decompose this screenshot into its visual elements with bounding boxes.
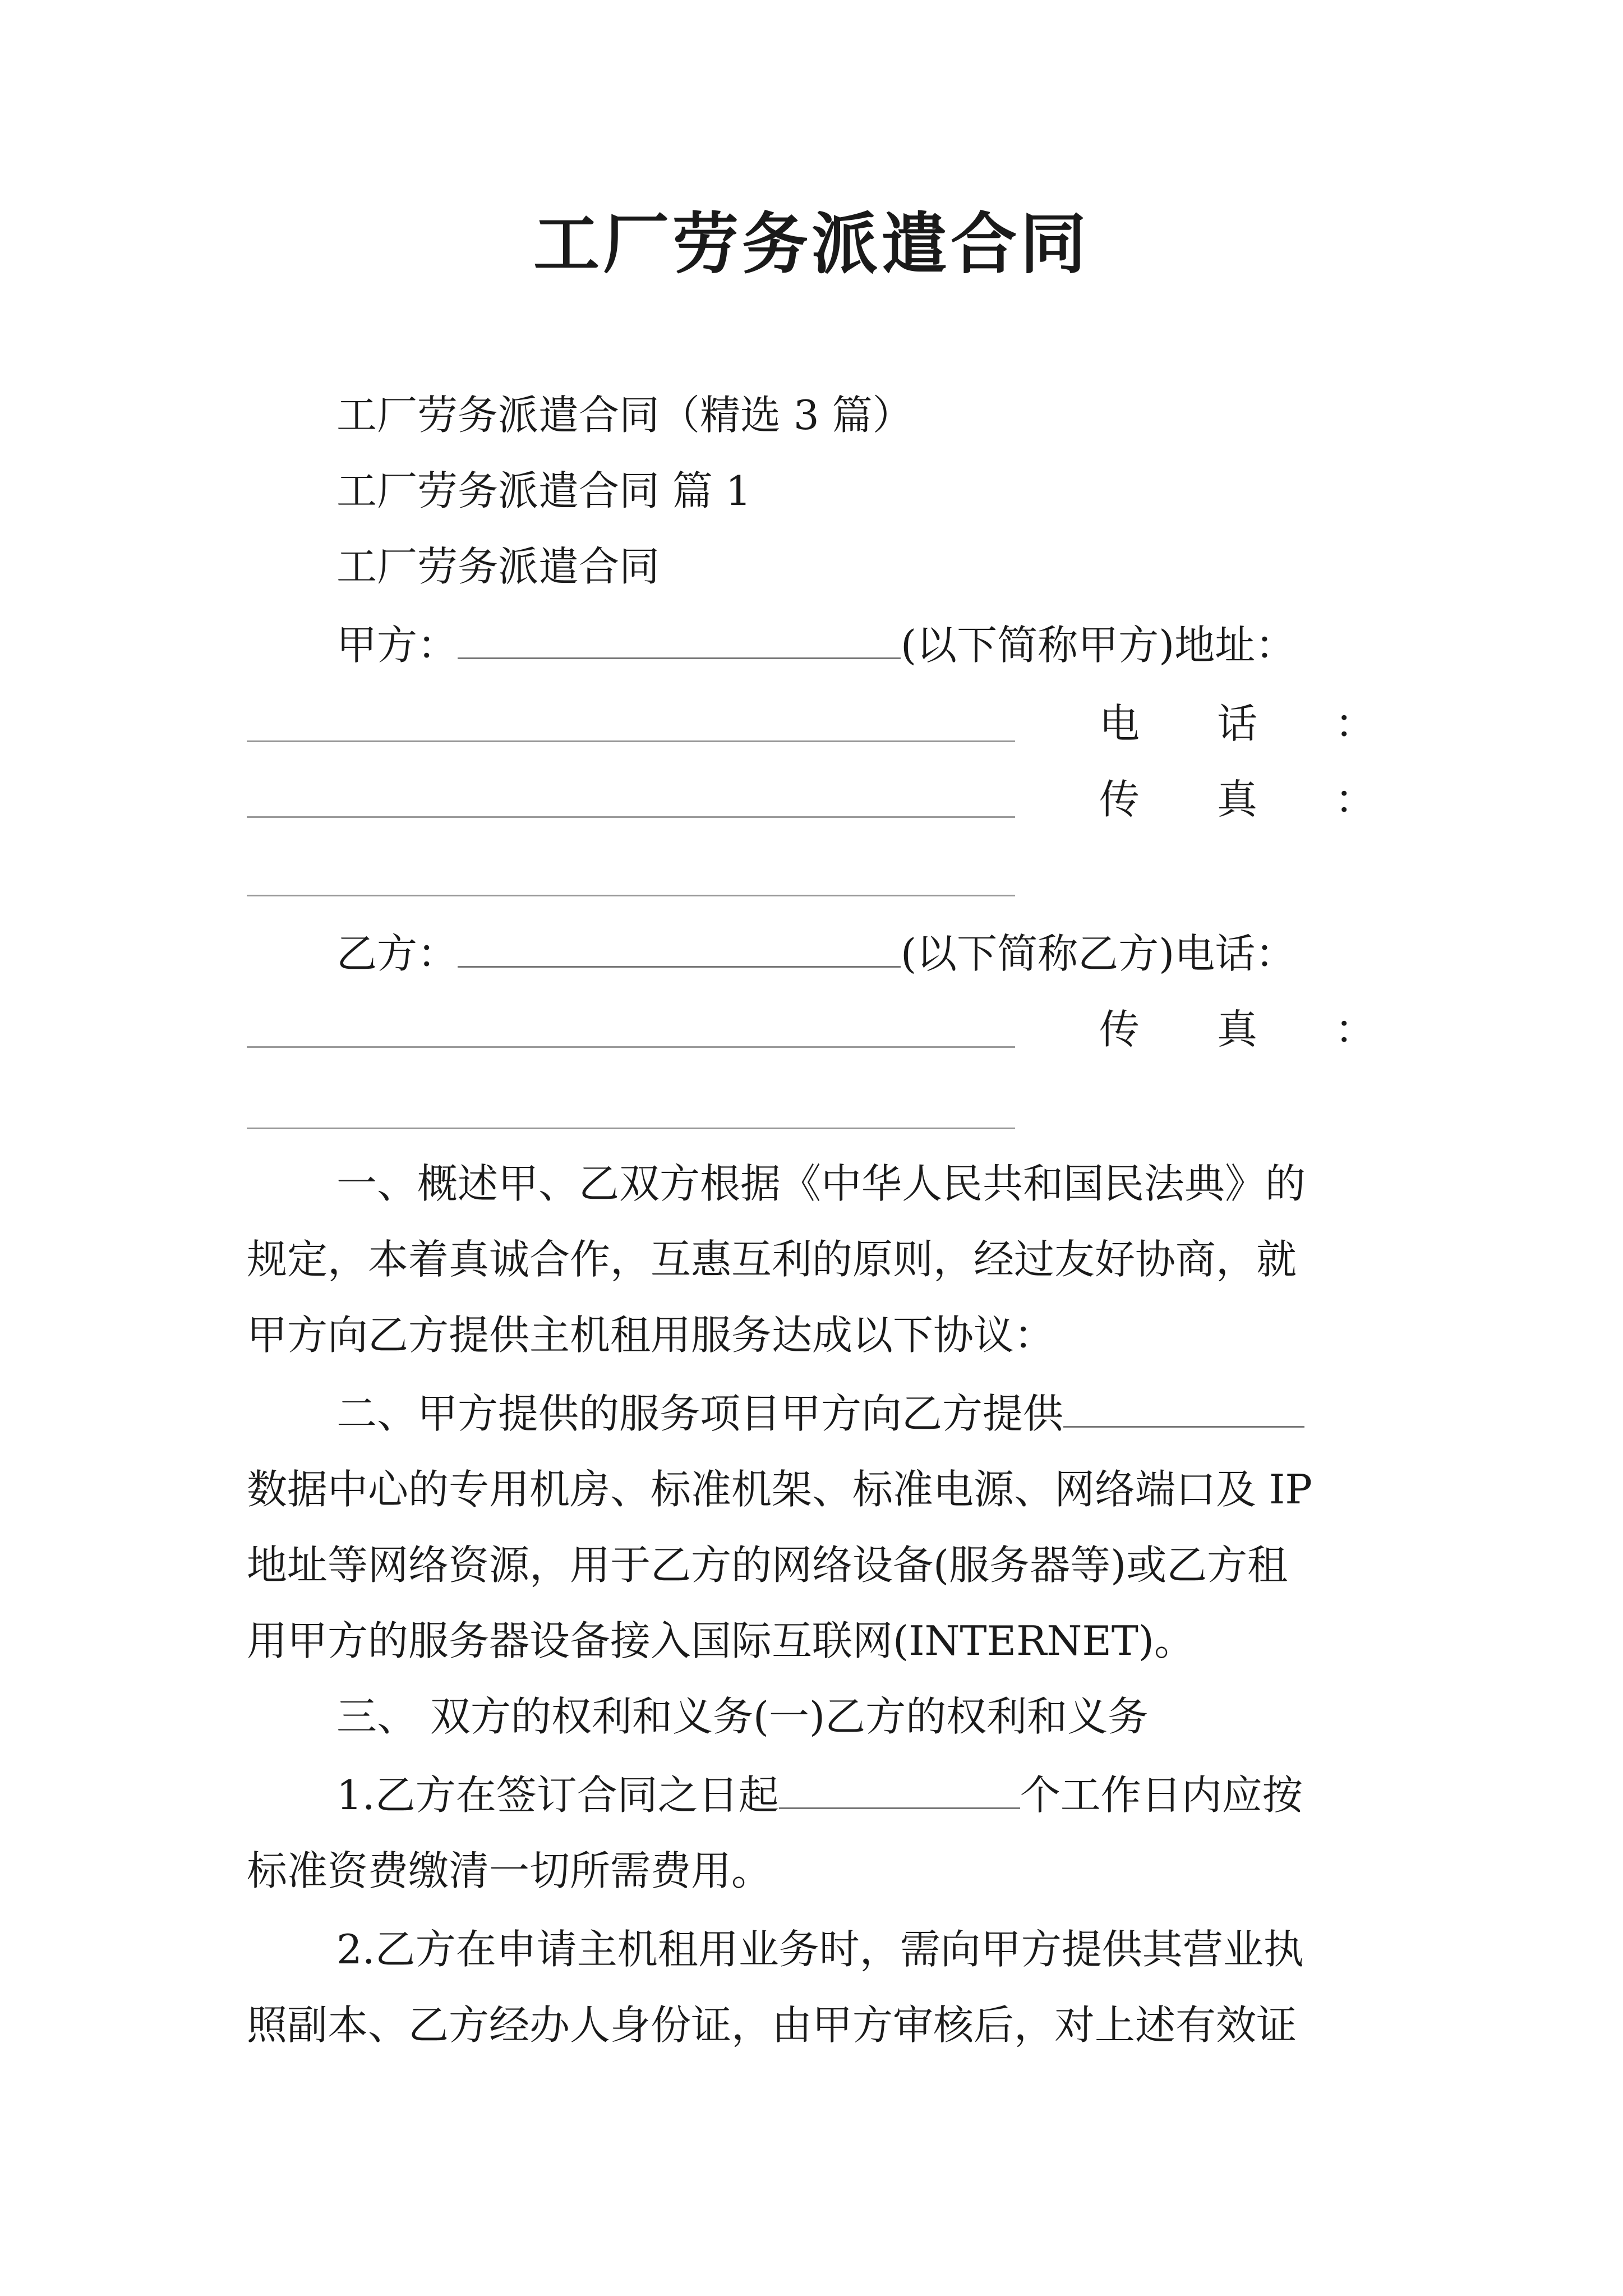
party-a-phone-char-1: 电 <box>1099 700 1140 747</box>
party-b-line <box>336 926 1295 982</box>
section-2-provider-blank[interactable] <box>1063 1387 1304 1428</box>
section-2-line-2: 数据中心的专用机房、标准机架、标准电源、网络端口及 IP <box>247 1466 1312 1513</box>
party-b-fax-char-1: 传 <box>1099 1006 1140 1053</box>
section-2-line-4: 用甲方的服务器设备接入国际互联网(INTERNET)。 <box>247 1617 1195 1664</box>
party-b-fax-char-3: ： <box>1335 1006 1376 1053</box>
party-a-suffix: (以下简称甲方)地址： <box>901 622 1296 669</box>
section-2-intro: 二、甲方提供的服务项目甲方向乙方提供 <box>336 1390 1064 1437</box>
section-1-line-1: 一、概述甲、乙双方根据《中华人民共和国民法典》的 <box>336 1160 1306 1207</box>
party-a-fax-char-3: ： <box>1335 776 1376 823</box>
item-2-line-1: 2.乙方在申请主机租用业务时，需向甲方提供其营业执 <box>336 1926 1304 1973</box>
section-2-line-1 <box>336 1386 1304 1442</box>
party-a-phone-char-2: 话 <box>1217 700 1258 747</box>
section-1-line-2: 规定，本着真诚合作，互惠互利的原则，经过友好协商，就 <box>247 1236 1297 1283</box>
party-b-phone-blank[interactable] <box>247 1046 1015 1048</box>
party-a-name-blank[interactable] <box>458 618 901 659</box>
party-b-fax-char-2: 真 <box>1217 1006 1258 1053</box>
party-a-label: 甲方： <box>336 622 458 669</box>
item-1-suffix: 个工作日内应按 <box>1020 1772 1303 1819</box>
item-1-line-2: 标准资费缴清一切所需费用。 <box>247 1847 772 1894</box>
item-1-line-1 <box>336 1767 1303 1823</box>
page-title: 工厂劳务派遣合同 <box>533 205 1090 283</box>
subtitle-contract: 工厂劳务派遣合同 <box>336 543 660 590</box>
party-a-fax-blank[interactable] <box>247 895 1015 896</box>
party-b-suffix: (以下简称乙方)电话： <box>901 930 1296 977</box>
party-a-line <box>336 617 1295 673</box>
party-a-phone-char-3: ： <box>1335 700 1376 747</box>
subtitle-part-1: 工厂劳务派遣合同 篇 1 <box>336 467 751 514</box>
party-a-fax-char-1: 传 <box>1099 776 1140 823</box>
section-2-line-3: 地址等网络资源，用于乙方的网络设备(服务器等)或乙方租 <box>247 1542 1288 1589</box>
item-2-line-2: 照副本、乙方经办人身份证，由甲方审核后，对上述有效证 <box>247 2001 1297 2049</box>
party-a-address-blank[interactable] <box>247 740 1015 742</box>
section-1-line-3: 甲方向乙方提供主机租用服务达成以下协议： <box>247 1312 1055 1359</box>
party-a-fax-char-2: 真 <box>1217 776 1258 823</box>
party-b-label: 乙方： <box>336 930 458 977</box>
section-3-heading: 三、 双方的权利和义务(一)乙方的权利和义务 <box>336 1693 1149 1740</box>
party-a-phone-blank[interactable] <box>247 816 1015 818</box>
party-b-fax-blank[interactable] <box>247 1128 1015 1129</box>
item-1-prefix: 1.乙方在签订合同之日起 <box>336 1772 779 1819</box>
party-b-name-blank[interactable] <box>458 927 901 968</box>
item-1-days-blank[interactable] <box>779 1768 1020 1809</box>
subtitle-selected: 工厂劳务派遣合同（精选 3 篇） <box>336 392 913 439</box>
